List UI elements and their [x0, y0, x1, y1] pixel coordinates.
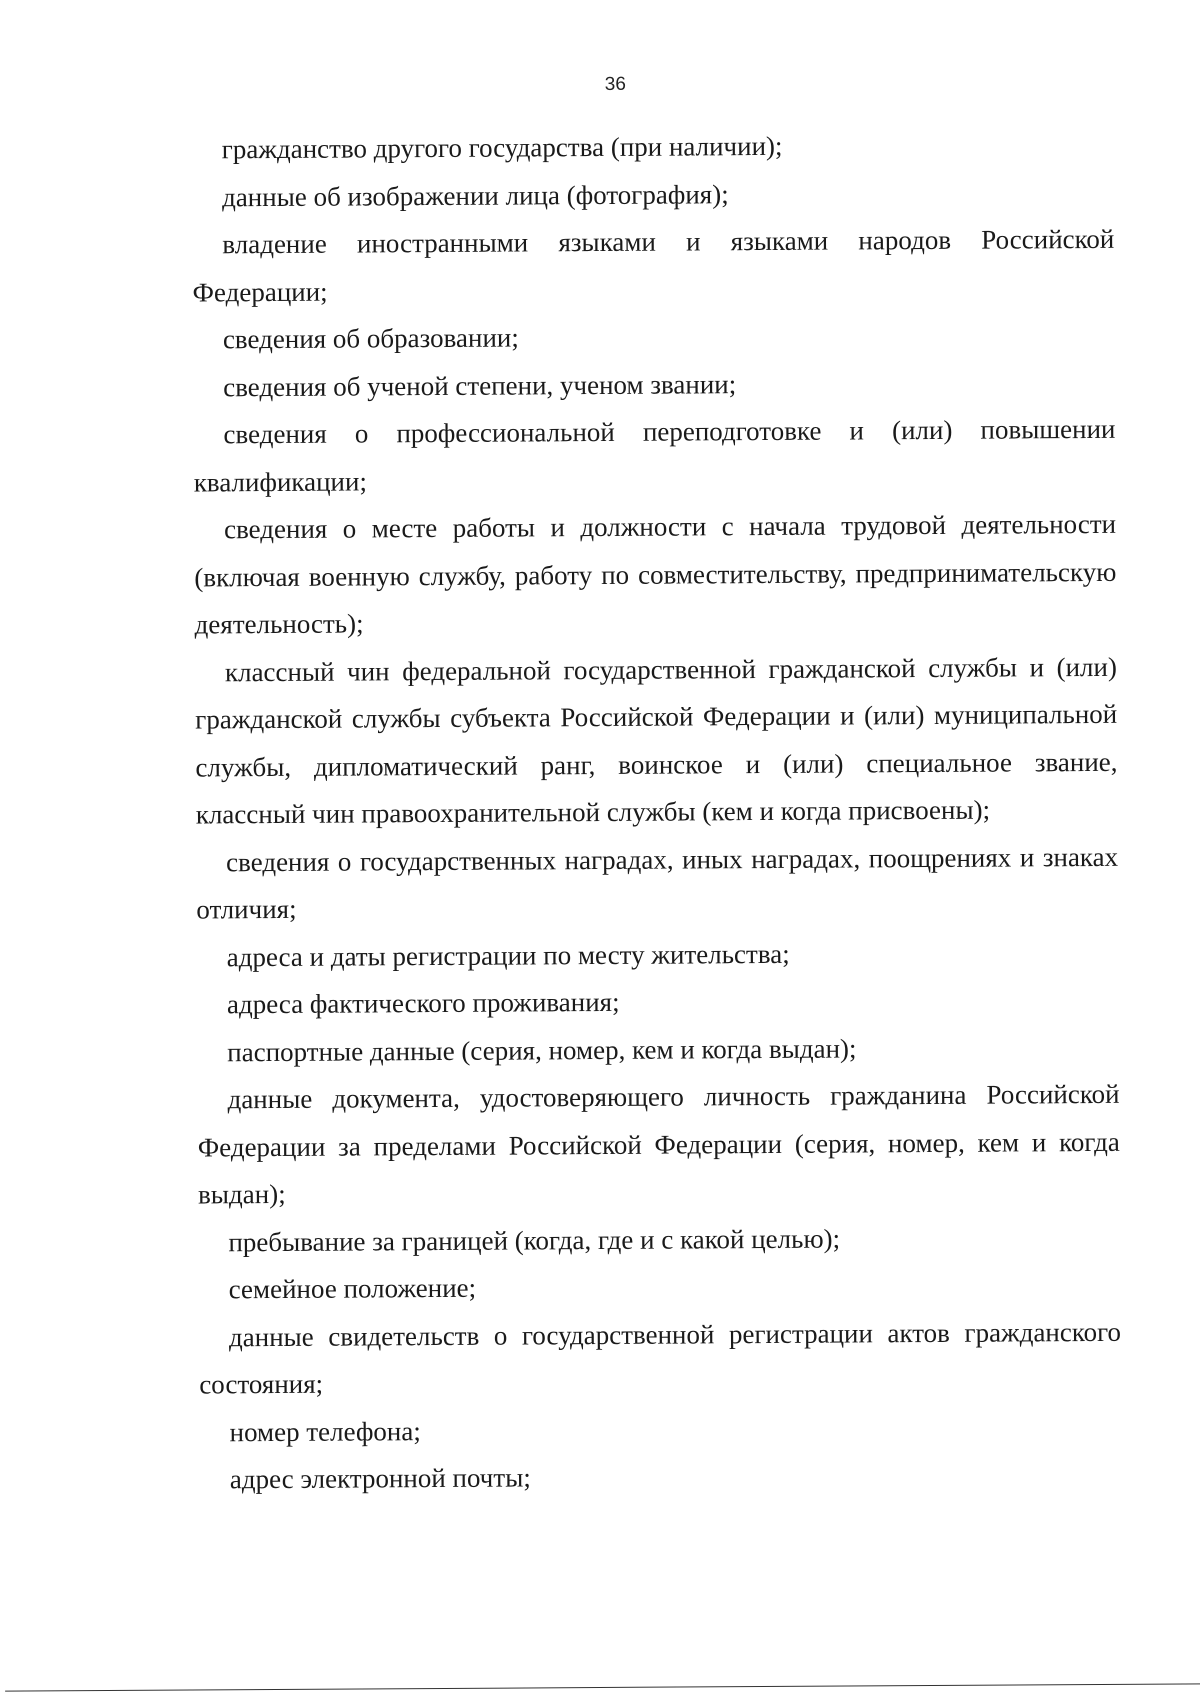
paragraph-foreign-passport: данные документа, удостоверяющего личность гражданина Российской Федерации за пределами Российской Федерации (серия, номер, кем и когда выдан);	[197, 1078, 1120, 1210]
paragraph-marital-status: семейное положение;	[228, 1272, 477, 1305]
paragraph-class-rank: классный чин федеральной государственной гражданской службы и (или) гражданской службы субъекта Российской Федерации и (или) муниципальной службы, дипломатический ранг, воинское и (или) специальное звание, классный чин правоохранительной службы (кем и когда присвоены);	[195, 651, 1118, 830]
page-number: 36	[604, 73, 626, 95]
paragraph-education: сведения об образовании;	[222, 322, 519, 355]
paragraph-email-address: адрес электронной почты;	[229, 1462, 531, 1495]
bottom-rule	[5, 1683, 1200, 1691]
paragraph-academic-degree: сведения об ученой степени, ученом звании;	[223, 368, 737, 402]
paragraph-passport: паспортные данные (серия, номер, кем и когда выдан);	[227, 1032, 857, 1067]
paragraph-stay-abroad: пребывание за границей (когда, где и с какой целью);	[228, 1223, 841, 1257]
paragraph-foreign-citizenship: гражданство другого государства (при наличии);	[221, 130, 783, 165]
paragraph-retraining: сведения о профессиональной переподготовке и (или) повышении квалификации;	[193, 413, 1116, 497]
paragraph-awards: сведения о государственных наградах, иных наградах, поощрениях и знаках отличия;	[196, 841, 1119, 925]
paragraph-civil-status-certificates: данные свидетельств о государственной регистрации актов гражданского состояния;	[199, 1316, 1122, 1400]
paragraph-phone-number: номер телефона;	[229, 1415, 421, 1447]
paragraph-registration-address: адреса и даты регистрации по месту жительства;	[226, 938, 790, 972]
paragraph-actual-address: адреса фактического проживания;	[226, 986, 620, 1020]
paragraph-languages: владение иностранными языками и языками народов Российской Федерации;	[192, 223, 1115, 307]
paragraph-face-image: данные об изображении лица (фотография);	[221, 178, 729, 212]
paragraph-work-history: сведения о месте работы и должности с начала трудовой деятельности (включая военную службу, работу по совместительству, предпринимательскую деятельность);	[194, 508, 1117, 640]
body-text	[192, 121, 1122, 1504]
